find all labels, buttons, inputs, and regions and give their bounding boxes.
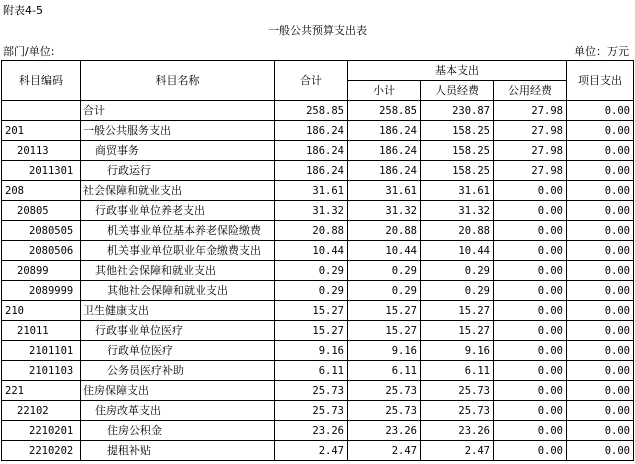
header-subtotal: 小计 <box>348 81 421 101</box>
cell-code: 20805 <box>2 201 81 221</box>
cell-personnel: 20.88 <box>421 221 494 241</box>
cell-public: 0.00 <box>494 381 567 401</box>
cell-subtotal: 186.24 <box>348 141 421 161</box>
cell-code: 2101103 <box>2 361 81 381</box>
header-total: 合计 <box>275 61 348 101</box>
cell-subtotal: 0.29 <box>348 261 421 281</box>
cell-name: 行政事业单位养老支出 <box>81 201 275 221</box>
cell-total: 20.88 <box>275 221 348 241</box>
cell-subtotal: 186.24 <box>348 121 421 141</box>
cell-code: 210 <box>2 301 81 321</box>
table-row <box>2 261 634 281</box>
cell-name: 机关事业单位基本养老保险缴费 <box>81 221 275 241</box>
cell-public: 27.98 <box>494 121 567 141</box>
cell-public: 0.00 <box>494 221 567 241</box>
cell-code: 221 <box>2 381 81 401</box>
cell-project: 0.00 <box>567 121 634 141</box>
cell-total: 258.85 <box>275 101 348 121</box>
cell-personnel: 0.29 <box>421 261 494 281</box>
cell-project: 0.00 <box>567 321 634 341</box>
cell-personnel: 230.87 <box>421 101 494 121</box>
header-personnel: 人员经费 <box>421 81 494 101</box>
cell-public: 0.00 <box>494 321 567 341</box>
cell-personnel: 158.25 <box>421 161 494 181</box>
department-label: 部门/单位: <box>3 45 55 58</box>
cell-total: 2.47 <box>275 441 348 461</box>
cell-project: 0.00 <box>567 261 634 281</box>
cell-project: 0.00 <box>567 161 634 181</box>
cell-total: 9.16 <box>275 341 348 361</box>
table-row <box>2 101 634 121</box>
cell-total: 15.27 <box>275 301 348 321</box>
cell-subtotal: 15.27 <box>348 321 421 341</box>
cell-code: 2210201 <box>2 421 81 441</box>
budget-table <box>1 60 634 461</box>
cell-code: 2089999 <box>2 281 81 301</box>
cell-subtotal: 31.32 <box>348 201 421 221</box>
cell-total: 0.29 <box>275 281 348 301</box>
cell-total: 25.73 <box>275 401 348 421</box>
cell-personnel: 6.11 <box>421 361 494 381</box>
table-row <box>2 361 634 381</box>
cell-personnel: 10.44 <box>421 241 494 261</box>
cell-public: 0.00 <box>494 301 567 321</box>
cell-public: 0.00 <box>494 421 567 441</box>
cell-name: 行政运行 <box>81 161 275 181</box>
table-row <box>2 321 634 341</box>
cell-code: 22102 <box>2 401 81 421</box>
cell-project: 0.00 <box>567 181 634 201</box>
cell-code: 201 <box>2 121 81 141</box>
table-row <box>2 121 634 141</box>
cell-total: 15.27 <box>275 321 348 341</box>
unit-label: 单位：万元 <box>574 45 629 58</box>
cell-personnel: 158.25 <box>421 141 494 161</box>
cell-code: 20113 <box>2 141 81 161</box>
cell-subtotal: 186.24 <box>348 161 421 181</box>
cell-public: 0.00 <box>494 341 567 361</box>
table-body <box>2 101 634 461</box>
cell-project: 0.00 <box>567 281 634 301</box>
cell-total: 186.24 <box>275 141 348 161</box>
cell-name: 其他社会保障和就业支出 <box>81 281 275 301</box>
appendix-label: 附表4-5 <box>3 4 43 17</box>
table-row <box>2 201 634 221</box>
table-row <box>2 141 634 161</box>
cell-subtotal: 25.73 <box>348 401 421 421</box>
cell-code <box>2 101 81 121</box>
table-row <box>2 441 634 461</box>
cell-subtotal: 25.73 <box>348 381 421 401</box>
cell-project: 0.00 <box>567 441 634 461</box>
cell-personnel: 0.29 <box>421 281 494 301</box>
cell-subtotal: 0.29 <box>348 281 421 301</box>
cell-public: 0.00 <box>494 261 567 281</box>
cell-subtotal: 9.16 <box>348 341 421 361</box>
cell-name: 行政单位医疗 <box>81 341 275 361</box>
cell-subtotal: 31.61 <box>348 181 421 201</box>
cell-public: 0.00 <box>494 241 567 261</box>
header-project: 项目支出 <box>567 61 634 101</box>
cell-project: 0.00 <box>567 361 634 381</box>
cell-total: 23.26 <box>275 421 348 441</box>
cell-personnel: 31.61 <box>421 181 494 201</box>
cell-public: 0.00 <box>494 361 567 381</box>
cell-project: 0.00 <box>567 421 634 441</box>
cell-total: 6.11 <box>275 361 348 381</box>
cell-code: 2210202 <box>2 441 81 461</box>
cell-public: 27.98 <box>494 101 567 121</box>
cell-public: 0.00 <box>494 281 567 301</box>
table-row <box>2 161 634 181</box>
table-row <box>2 381 634 401</box>
cell-personnel: 158.25 <box>421 121 494 141</box>
cell-name: 公务员医疗补助 <box>81 361 275 381</box>
cell-code: 21011 <box>2 321 81 341</box>
header-basic: 基本支出 <box>348 61 567 81</box>
cell-project: 0.00 <box>567 341 634 361</box>
cell-personnel: 25.73 <box>421 381 494 401</box>
cell-name: 商贸事务 <box>81 141 275 161</box>
table-row <box>2 221 634 241</box>
cell-name: 其他社会保障和就业支出 <box>81 261 275 281</box>
cell-total: 31.32 <box>275 201 348 221</box>
cell-public: 27.98 <box>494 141 567 161</box>
cell-subtotal: 258.85 <box>348 101 421 121</box>
cell-project: 0.00 <box>567 381 634 401</box>
cell-name: 住房保障支出 <box>81 381 275 401</box>
cell-code: 208 <box>2 181 81 201</box>
cell-code: 2101101 <box>2 341 81 361</box>
header-public: 公用经费 <box>494 81 567 101</box>
cell-total: 31.61 <box>275 181 348 201</box>
cell-subtotal: 6.11 <box>348 361 421 381</box>
cell-code: 2011301 <box>2 161 81 181</box>
cell-project: 0.00 <box>567 241 634 261</box>
page-title: 一般公共预算支出表 <box>268 24 367 37</box>
cell-total: 0.29 <box>275 261 348 281</box>
cell-total: 186.24 <box>275 161 348 181</box>
cell-personnel: 15.27 <box>421 301 494 321</box>
cell-subtotal: 15.27 <box>348 301 421 321</box>
cell-personnel: 25.73 <box>421 401 494 421</box>
cell-total: 10.44 <box>275 241 348 261</box>
table-row <box>2 281 634 301</box>
cell-name: 卫生健康支出 <box>81 301 275 321</box>
cell-subtotal: 20.88 <box>348 221 421 241</box>
cell-public: 27.98 <box>494 161 567 181</box>
cell-personnel: 9.16 <box>421 341 494 361</box>
cell-code: 2080506 <box>2 241 81 261</box>
cell-public: 0.00 <box>494 181 567 201</box>
cell-project: 0.00 <box>567 401 634 421</box>
cell-name: 提租补贴 <box>81 441 275 461</box>
cell-personnel: 15.27 <box>421 321 494 341</box>
cell-public: 0.00 <box>494 201 567 221</box>
cell-public: 0.00 <box>494 441 567 461</box>
cell-code: 20899 <box>2 261 81 281</box>
cell-name: 行政事业单位医疗 <box>81 321 275 341</box>
cell-name: 住房公积金 <box>81 421 275 441</box>
cell-personnel: 2.47 <box>421 441 494 461</box>
cell-project: 0.00 <box>567 101 634 121</box>
table-row <box>2 241 634 261</box>
cell-project: 0.00 <box>567 201 634 221</box>
table-row <box>2 421 634 441</box>
header-code: 科目编码 <box>2 61 81 101</box>
cell-code: 2080505 <box>2 221 81 241</box>
cell-subtotal: 10.44 <box>348 241 421 261</box>
cell-name: 社会保障和就业支出 <box>81 181 275 201</box>
table-row <box>2 181 634 201</box>
cell-subtotal: 23.26 <box>348 421 421 441</box>
cell-personnel: 31.32 <box>421 201 494 221</box>
cell-personnel: 23.26 <box>421 421 494 441</box>
cell-name: 合计 <box>81 101 275 121</box>
cell-name: 住房改革支出 <box>81 401 275 421</box>
cell-total: 25.73 <box>275 381 348 401</box>
cell-name: 一般公共服务支出 <box>81 121 275 141</box>
table-row <box>2 301 634 321</box>
cell-subtotal: 2.47 <box>348 441 421 461</box>
cell-public: 0.00 <box>494 401 567 421</box>
table-row <box>2 341 634 361</box>
cell-total: 186.24 <box>275 121 348 141</box>
cell-project: 0.00 <box>567 221 634 241</box>
table-row <box>2 401 634 421</box>
header-name: 科目名称 <box>81 61 275 101</box>
cell-project: 0.00 <box>567 301 634 321</box>
cell-name: 机关事业单位职业年金缴费支出 <box>81 241 275 261</box>
cell-project: 0.00 <box>567 141 634 161</box>
